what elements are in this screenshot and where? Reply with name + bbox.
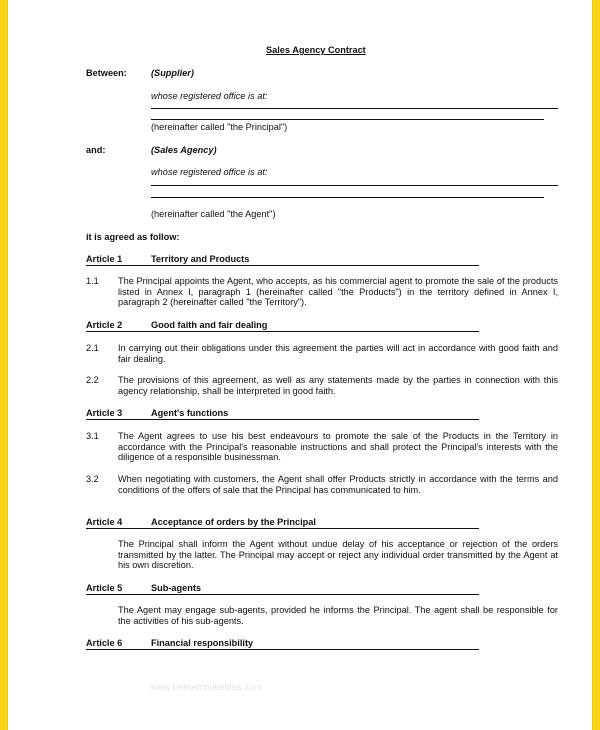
clause-3-1-number: 3.1 xyxy=(86,431,99,441)
article-2-underline xyxy=(86,331,479,332)
agency-address-line-2 xyxy=(151,197,544,198)
article-4-number: Article 4 xyxy=(86,517,123,527)
article-4-title: Acceptance of orders by the Principal xyxy=(151,517,316,527)
clause-2-1-number: 2.1 xyxy=(86,343,99,353)
agency-address-line-1 xyxy=(151,185,558,186)
between-label: Between: xyxy=(86,68,127,78)
article-6-number: Article 6 xyxy=(86,638,123,648)
article-2-number: Article 2 xyxy=(86,320,123,330)
article-2-title: Good faith and fair dealing xyxy=(151,320,268,330)
document-page xyxy=(8,0,592,730)
clause-3-1-text: The Agent agrees to use his best endeavours to promote the sale of the Products in the Territory in accordance with the Principal's reasonable instructions and shall protect the Principal's interests with the diligence of a responsible businessman. xyxy=(118,431,558,463)
clause-2-1-text: In carrying out their obligations under this agreement the parties will act in accordance with good faith and fair dealing. xyxy=(118,343,558,364)
clause-2-2-text: The provisions of this agreement, as well as any statements made by the parties in connection with this agency relationship, shall be interpreted in good faith. xyxy=(118,375,558,396)
article-3-number: Article 3 xyxy=(86,408,123,418)
clause-5-text: The Agent may engage sub-agents, provided he informs the Principal. The agent shall be responsible for the activities of his sub-agents. xyxy=(118,605,558,626)
and-label: and: xyxy=(86,145,106,155)
clause-4-text: The Principal shall inform the Agent without undue delay of his acceptance or rejection of the orders transmitted by the latter. The Principal may accept or reject any individual order transmitted by the Agent at his own discretion. xyxy=(118,539,558,571)
article-1-number: Article 1 xyxy=(86,254,123,264)
agency-label: (Sales Agency) xyxy=(151,145,217,155)
clause-1-1-number: 1.1 xyxy=(86,276,99,286)
agent-definition: (hereinafter called "the Agent") xyxy=(151,209,276,219)
article-6-title: Financial responsibility xyxy=(151,638,254,648)
article-1-title: Territory and Products xyxy=(151,254,250,264)
supplier-address-line-1 xyxy=(151,108,558,109)
article-4-underline xyxy=(86,528,479,529)
clause-1-1-text: The Principal appoints the Agent, who accepts, as his commercial agent to promote the sale of the products listed in Annex I, paragraph 1 (hereinafter called "the Products") in the territory defined in Annex I, paragraph 2 (hereinafter called "the Territory"). xyxy=(118,276,558,308)
agency-office-label: whose registered office is at: xyxy=(151,167,268,177)
clause-3-2-number: 3.2 xyxy=(86,474,99,484)
principal-definition: (hereinafter called "the Principal") xyxy=(151,122,288,132)
article-1-underline xyxy=(86,265,479,266)
clause-2-2-number: 2.2 xyxy=(86,375,99,385)
article-5-underline xyxy=(86,594,479,595)
clause-3-2-text: When negotiating with customers, the Agent shall offer Products strictly in accordance with the terms and conditions of the offers of sale that the Principal has communicated to him. xyxy=(118,474,558,495)
article-5-title: Sub-agents xyxy=(151,583,202,593)
article-6-underline xyxy=(86,649,479,650)
supplier-address-line-2 xyxy=(151,119,544,120)
document-title: Sales Agency Contract xyxy=(266,45,366,55)
article-3-underline xyxy=(86,419,479,420)
article-3-title: Agent's functions xyxy=(151,408,229,418)
agreed-statement: it is agreed as follow: xyxy=(86,232,180,242)
watermark: www.freetemplatefiles.com xyxy=(150,682,263,692)
supplier-office-label: whose registered office is at: xyxy=(151,91,268,101)
supplier-label: (Supplier) xyxy=(151,68,194,78)
article-5-number: Article 5 xyxy=(86,583,123,593)
